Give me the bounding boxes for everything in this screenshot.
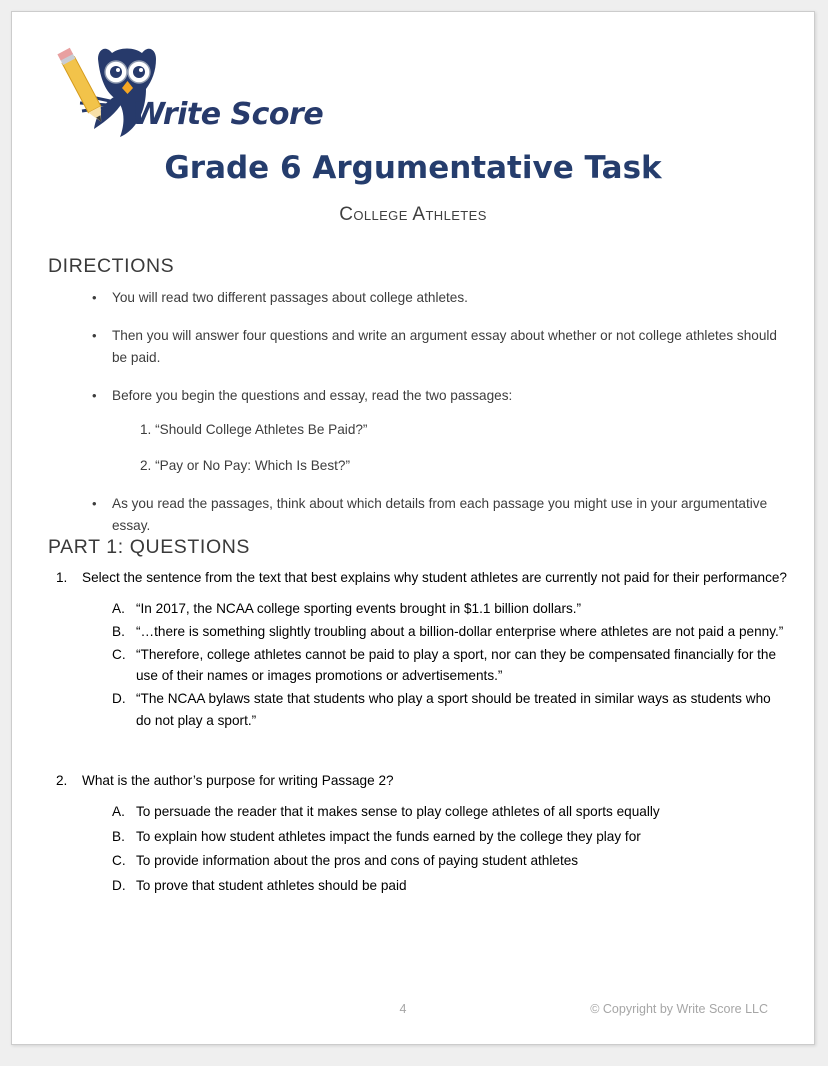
page-number: 4 (399, 1002, 407, 1016)
answer-option[interactable] (48, 621, 788, 643)
question-text-row (48, 567, 788, 588)
bullet-icon: • (92, 388, 97, 404)
answer-option[interactable] (48, 644, 788, 688)
question-spacer (48, 742, 788, 770)
list-item (48, 385, 778, 477)
document-page (11, 11, 815, 1045)
list-item (48, 493, 778, 537)
option-text: “In 2017, the NCAA college sporting events brought in $1.1 billion dollars.” (136, 601, 582, 617)
option-letter: A. (112, 601, 125, 617)
page-footer (12, 1002, 814, 1020)
option-letter: C. (112, 853, 126, 869)
answer-option[interactable] (48, 688, 788, 732)
page-subtitle: College Athletes (339, 204, 487, 225)
option-letter: D. (112, 691, 126, 707)
passage-item: 1. “Should College Athletes Be Paid?” (140, 422, 368, 438)
bullet-icon: • (92, 290, 97, 305)
option-text: “…there is something slightly troubling about a billion-dollar enterprise where athletes are not paid a penny.” (136, 623, 784, 639)
list-item-label: As you read the passages, think about which details from each passage you might use in your argumentative essay. (112, 495, 768, 533)
copyright-notice: © Copyright by Write Score LLC (590, 1002, 768, 1016)
logo-wordmark: Write Score (132, 97, 324, 132)
list-item-label: Before you begin the questions and essay, read the two passages: (112, 388, 513, 404)
answer-option[interactable] (48, 850, 788, 872)
answer-options (48, 801, 788, 897)
question-text: What is the author’s purpose for writing Passage 2? (82, 772, 394, 788)
option-letter: D. (112, 878, 126, 894)
bullet-icon: • (92, 495, 97, 511)
answer-option[interactable] (48, 598, 788, 620)
write-score-logo (54, 37, 324, 147)
answer-option[interactable] (48, 826, 788, 848)
list-item (48, 287, 778, 309)
questions-list (48, 567, 788, 907)
bullet-icon: • (92, 328, 97, 344)
page-title: Grade 6 Argumentative Task (164, 150, 662, 186)
question-text-row (48, 770, 788, 791)
option-letter: B. (112, 623, 125, 639)
answer-option[interactable] (48, 875, 788, 897)
option-letter: C. (112, 646, 126, 662)
option-text: To prove that student athletes should be paid (136, 878, 407, 894)
passage-item: 2. “Pay or No Pay: Which Is Best?” (140, 457, 351, 473)
question-text: Select the sentence from the text that best explains why student athletes are currently not paid for their performance? (82, 570, 787, 585)
question-2 (48, 770, 788, 897)
list-item (48, 325, 778, 369)
option-letter: B. (112, 828, 125, 844)
option-text: To persuade the reader that it makes sense to play college athletes of all sports equally (136, 803, 660, 819)
option-text: “Therefore, college athletes cannot be paid to play a sport, nor can they be compensated financially for the use of their names or images promotions or advertisements.” (136, 646, 777, 684)
part1-heading: PART 1: QUESTIONS (48, 536, 251, 558)
option-letter: A. (112, 803, 125, 819)
question-1 (48, 567, 788, 732)
list-item-label: You will read two different passages about college athletes. (112, 290, 468, 305)
passage-list (112, 419, 778, 477)
answer-option[interactable] (48, 801, 788, 823)
list-item-label: Then you will answer four questions and write an argument essay about whether or not college athletes should be paid. (112, 328, 777, 366)
option-text: To provide information about the pros and cons of paying student athletes (136, 853, 579, 869)
directions-heading: DIRECTIONS (48, 255, 175, 277)
question-number: 1. (56, 570, 68, 585)
option-text: “The NCAA bylaws state that students who play a sport should be treated in similar ways as students who do not play a sport.” (136, 691, 771, 728)
option-text: To explain how student athletes impact the funds earned by the college they play for (136, 828, 641, 844)
answer-options (48, 598, 788, 732)
question-number: 2. (56, 772, 68, 788)
directions-list (48, 287, 778, 553)
